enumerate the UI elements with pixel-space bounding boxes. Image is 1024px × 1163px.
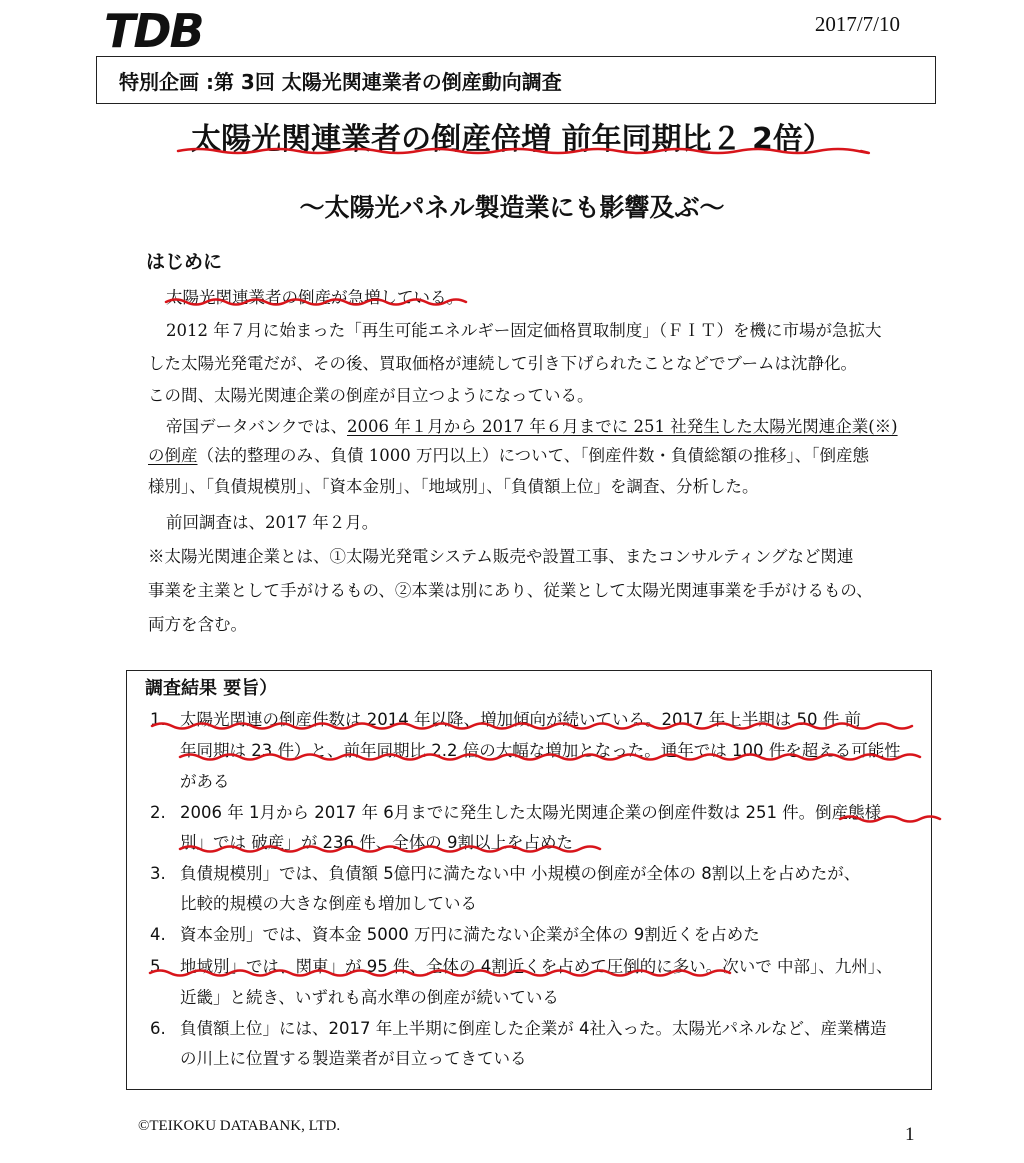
- intro-line: 太陽光関連業者の倒産が急増している。: [166, 288, 463, 307]
- intro-line: 様別」、「負債規模別」、「資本金別」、「地域別」、「負債額上位」を調査、分析した。: [148, 477, 759, 496]
- summary-item-6-cont: の川上に位置する製造業者が目立ってきている: [180, 1049, 527, 1068]
- intro-line: [148, 442, 869, 466]
- summary-item-3-cont: 比較的規模の大きな倒産も増加している: [180, 894, 477, 913]
- summary-item-6: [150, 1015, 886, 1039]
- document-date: 2017/7/10: [814, 12, 900, 36]
- intro-line: 前回調査は、2017 年２月。: [166, 513, 379, 532]
- intro-line: [166, 413, 898, 437]
- intro-heading: はじめに: [146, 251, 223, 273]
- summary-item-1-cont: 年同期は 23 件）と、前年同期比 2.2 倍の大幅な増加となった。通年では 100 件を超える可能性: [180, 741, 901, 760]
- document-title: 太陽光関連業者の倒産倍増 前年同期比２ 2倍）: [191, 122, 833, 157]
- summary-item-5-cont: 近畿」と続き、いずれも高水準の倒産が続いている: [180, 988, 559, 1007]
- intro-line-part: （法的整理のみ、負債 1000 万円以上）について、「倒産件数・負債総額の推移」、「倒産態: [197, 446, 870, 465]
- copyright-footer: ©TEIKOKU DATABANK, LTD.: [138, 1118, 341, 1134]
- item-text: 2006 年 1月から 2017 年 6月までに発生した太陽光関連企業の倒産件数は 251 件。倒産態様: [180, 803, 882, 822]
- summary-heading: 調査結果 要旨）: [145, 678, 278, 699]
- summary-item-5: [150, 953, 892, 977]
- banner-text: 特別企画 :第 3回 太陽光関連業者の倒産動向調査: [119, 70, 562, 94]
- intro-line: 2012 年７月に始まった「再生可能エネルギー固定価格買取制度」（ＦＩＴ）を機に市場が急拡大: [166, 321, 882, 340]
- intro-line-underlined: の倒産: [148, 446, 198, 465]
- intro-line: した太陽光発電だが、その後、買取価格が連続して引き下げられたことなどでブームは沈静化。: [148, 354, 858, 373]
- item-text: 負債規模別」では、負債額 5億円に満たない中 小規模の倒産が全体の 8割以上を占めたが、: [180, 864, 861, 883]
- item-number: 5.: [150, 957, 166, 976]
- intro-line: 両方を含む。: [148, 615, 247, 634]
- item-text: 資本金別」では、資本金 5000 万円に満たない企業が全体の 9割近くを占めた: [180, 925, 760, 944]
- summary-item-1-cont: がある: [180, 772, 230, 791]
- item-number: 3.: [150, 864, 166, 883]
- summary-item-2: [150, 799, 881, 823]
- intro-line: ※太陽光関連企業とは、①太陽光発電システム販売や設置工事、またコンサルティングなど関連: [148, 547, 854, 566]
- summary-item-2-cont: 別」では 破産」が 236 件、全体の 9割以上を占めた: [180, 833, 573, 852]
- document-subtitle: ～太陽光パネル製造業にも影響及ぶ～: [299, 193, 725, 222]
- item-text: 太陽光関連の倒産件数は 2014 年以降、増加傾向が続いている。2017 年上半期は 50 件 前: [180, 710, 861, 729]
- page-number: 1: [905, 1124, 915, 1145]
- tdb-logo: TDB: [104, 4, 203, 58]
- intro-line: 事業を主業として手がけるもの、②本業は別にあり、従業として太陽光関連事業を手がけるもの、: [148, 581, 873, 600]
- item-number: 6.: [150, 1019, 166, 1038]
- item-text: 負債額上位」には、2017 年上半期に倒産した企業が 4社入った。太陽光パネルなど、産業構造: [180, 1019, 887, 1038]
- item-number: 2.: [150, 803, 166, 822]
- intro-line-underlined: 2006 年１月から 2017 年６月までに 251 社発生した太陽光関連企業(※): [347, 417, 898, 436]
- summary-item-4: [150, 921, 760, 945]
- report-banner: [96, 56, 936, 104]
- intro-line: この間、太陽光関連企業の倒産が目立つようになっている。: [148, 386, 594, 405]
- item-text: 地域別」では、関東」が 95 件、全体の 4割近くを占めて圧倒的に多い。次いで 中部」、九州」、: [180, 957, 893, 976]
- summary-item-3: [150, 860, 860, 884]
- item-number: 1.: [150, 710, 166, 729]
- summary-item-1: [150, 706, 861, 730]
- intro-line-part: 帝国データバンクでは、: [166, 417, 348, 436]
- item-number: 4.: [150, 925, 166, 944]
